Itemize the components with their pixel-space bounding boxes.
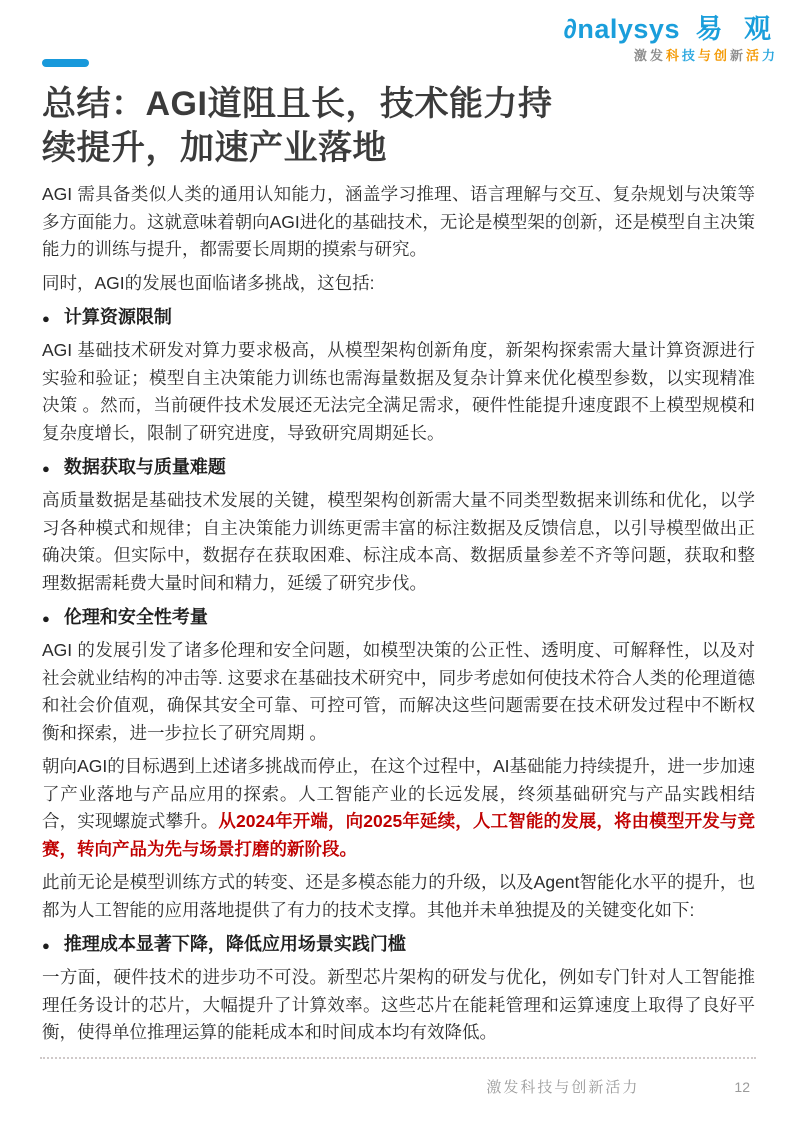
- bullet-label: 计算资源限制: [63, 307, 172, 327]
- text-run: 朝向AGI的目标遇到上述诸多挑战而停止，在这个过程中，AI基础能力持续提升，进一步加速了产业落地与产品应用的探索。人工智能产业的长远发展，终须基础研究与产品实践相结合，实现螺旋式攀升。: [42, 756, 755, 831]
- logo-tagline-char: 发: [649, 48, 666, 63]
- paragraph: [42, 270, 755, 298]
- paragraph: [42, 869, 755, 924]
- logo-tagline-char: 新: [729, 48, 746, 63]
- logo-tagline: [564, 49, 778, 62]
- page-title: [42, 82, 752, 170]
- bullet-label: 推理成本显著下降，降低应用场景实践门槛: [63, 934, 406, 954]
- footer-tagline: 激发科技与创新活力: [486, 1079, 640, 1096]
- page-number: 12: [734, 1078, 750, 1095]
- bullet-label: 伦理和安全性考量: [63, 607, 208, 627]
- bullet-icon: ●: [42, 938, 50, 953]
- analysys-logo: [564, 16, 778, 62]
- content-area: [42, 181, 755, 1053]
- footer: [0, 1076, 794, 1097]
- text-run: AGI 基础技术研发对算力要求极高，从模型架构创新角度，新架构探索需大量计算资源进行实验和验证；模型自主决策能力训练也需海量数据及复杂计算来优化模型参数，以实现精准决策 。然而，当前硬件技术发展还无法完全满足需求，硬件性能提升速度跟不上模型规模和复杂度增长，限制了研究进度，导致研究周期延长。: [42, 340, 755, 443]
- bullet-item: [42, 304, 755, 332]
- text-run: 此前无论是模型训练方式的转变、还是多模态能力的升级，以及Agent智能化水平的提升，也都为人工智能的应用落地提供了有力的技术支撑。其他并未单独提及的关键变化如下:: [42, 872, 755, 920]
- logo-tagline-char: 技: [681, 48, 698, 63]
- bullet-label: 数据获取与质量难题: [63, 457, 226, 477]
- text-run: 高质量数据是基础技术发展的关键，模型架构创新需大量不同类型数据来训练和优化，以学习各种模式和规律；自主决策能力训练更需丰富的标注数据及反馈信息，以引导模型做出正确决策。但实际中，数据存在获取困难、标注成本高、数据质量参差不齐等问题，获取和整理数据需耗费大量时间和精力，延缓了研究步伐。: [42, 490, 755, 593]
- bullet-item: [42, 454, 755, 482]
- footer-divider: [40, 1057, 756, 1059]
- logo-tagline-char: 科: [665, 48, 682, 63]
- text-run: AGI 需具备类似人类的通用认知能力，涵盖学习推理、语言理解与交互、复杂规划与决策等多方面能力。这就意味着朝向AGI进化的基础技术，无论是模型架的创新，还是模型自主决策能力的训练与提升，都需要长周期的摸索与研究。: [42, 184, 755, 259]
- logo-tagline-char: 活: [745, 48, 762, 63]
- page-title-line2: 续提升，加速产业落地: [42, 129, 387, 167]
- bullet-icon: ●: [42, 461, 50, 476]
- text-run: 一方面，硬件技术的进步功不可没。新型芯片架构的研发与优化，例如专门针对人工智能推理任务设计的芯片，大幅提升了计算效率。这些芯片在能耗管理和运算速度上取得了良好平衡，使得单位推理运算的能耗成本和时间成本均有效降低。: [42, 967, 755, 1042]
- logo-tagline-char: 力: [761, 48, 778, 63]
- logo-tagline-char: 与: [697, 48, 714, 63]
- paragraph: [42, 637, 755, 747]
- bullet-icon: ●: [42, 311, 50, 326]
- paragraph: [42, 753, 755, 863]
- logo-tagline-char: 激: [633, 48, 650, 63]
- paragraph: [42, 964, 755, 1047]
- logo-brand-en: ∂nalysys: [563, 14, 680, 44]
- logo-tagline-char: 创: [713, 48, 730, 63]
- paragraph: [42, 181, 755, 264]
- paragraph: [42, 337, 755, 447]
- bullet-icon: ●: [42, 611, 50, 626]
- bullet-item: [42, 931, 755, 959]
- text-run: 同时，AGI的发展也面临诸多挑战，这包括:: [42, 272, 375, 293]
- paragraph: [42, 487, 755, 597]
- page-title-line1: 总结：AGI道阻且长，技术能力持: [42, 85, 553, 123]
- text-run: AGI 的发展引发了诸多伦理和安全问题，如模型决策的公正性、透明度、可解释性，以及对社会就业结构的冲击等. 这要求在基础技术研究中，同步考虑如何使技术符合人类的伦理道德和社会价值观，确保其安全可靠、可控可管，而解决这些问题需要在技术研发过程中不断权衡和探索，进一步拉长了研究周期 。: [42, 640, 755, 743]
- bullet-item: [42, 604, 755, 632]
- red-emphasis-run: 从2024年开端，向2025年延续，人工智能的发展，将由模型开发与竞赛，转向产品为先与场景打磨的新阶段。: [42, 811, 756, 859]
- logo-brand-cn: 易 观: [695, 14, 778, 44]
- title-accent-dash: [42, 59, 89, 67]
- logo-brand: [564, 16, 778, 43]
